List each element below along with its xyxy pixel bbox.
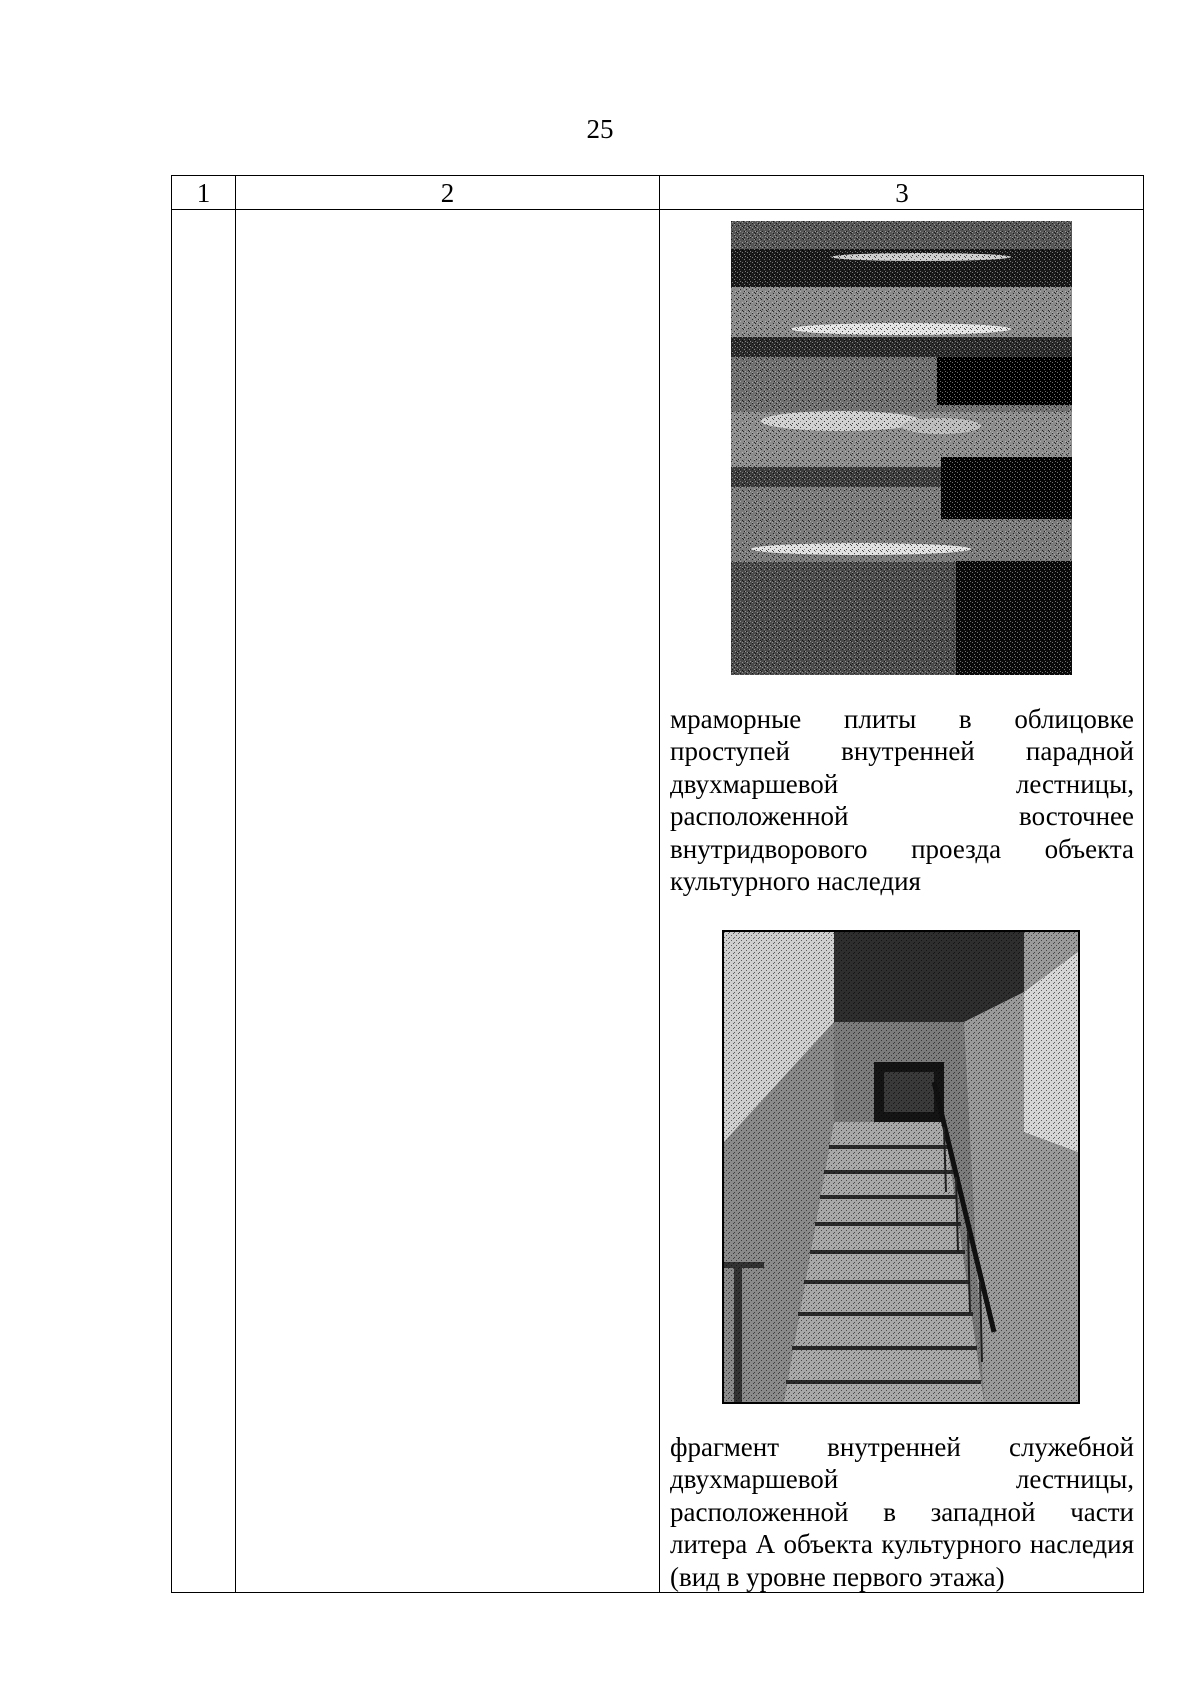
document-table — [171, 175, 1144, 1593]
column-header-3: 3 — [895, 178, 909, 208]
photo-caption: фрагмент внутренней служебной двухмаршевой лестницы, расположенной в западной части литера А объекта культурного наследия (вид в уровне первого этажа) — [670, 1432, 1134, 1592]
column-divider — [659, 176, 660, 1592]
service-staircase-photo — [722, 930, 1080, 1404]
photo-caption: мраморные плиты в облицовке проступей внутренней парадной двухмаршевой лестницы, расположенной восточнее внутридворового проезда объекта культурного наследия — [670, 704, 1134, 897]
column-divider — [235, 176, 236, 1592]
header-row-divider — [172, 209, 1143, 210]
marble-stair-treads-photo — [731, 221, 1072, 675]
page-number: 25 — [586, 114, 614, 144]
column-header-2: 2 — [440, 178, 455, 208]
column-header-1: 1 — [196, 178, 211, 208]
